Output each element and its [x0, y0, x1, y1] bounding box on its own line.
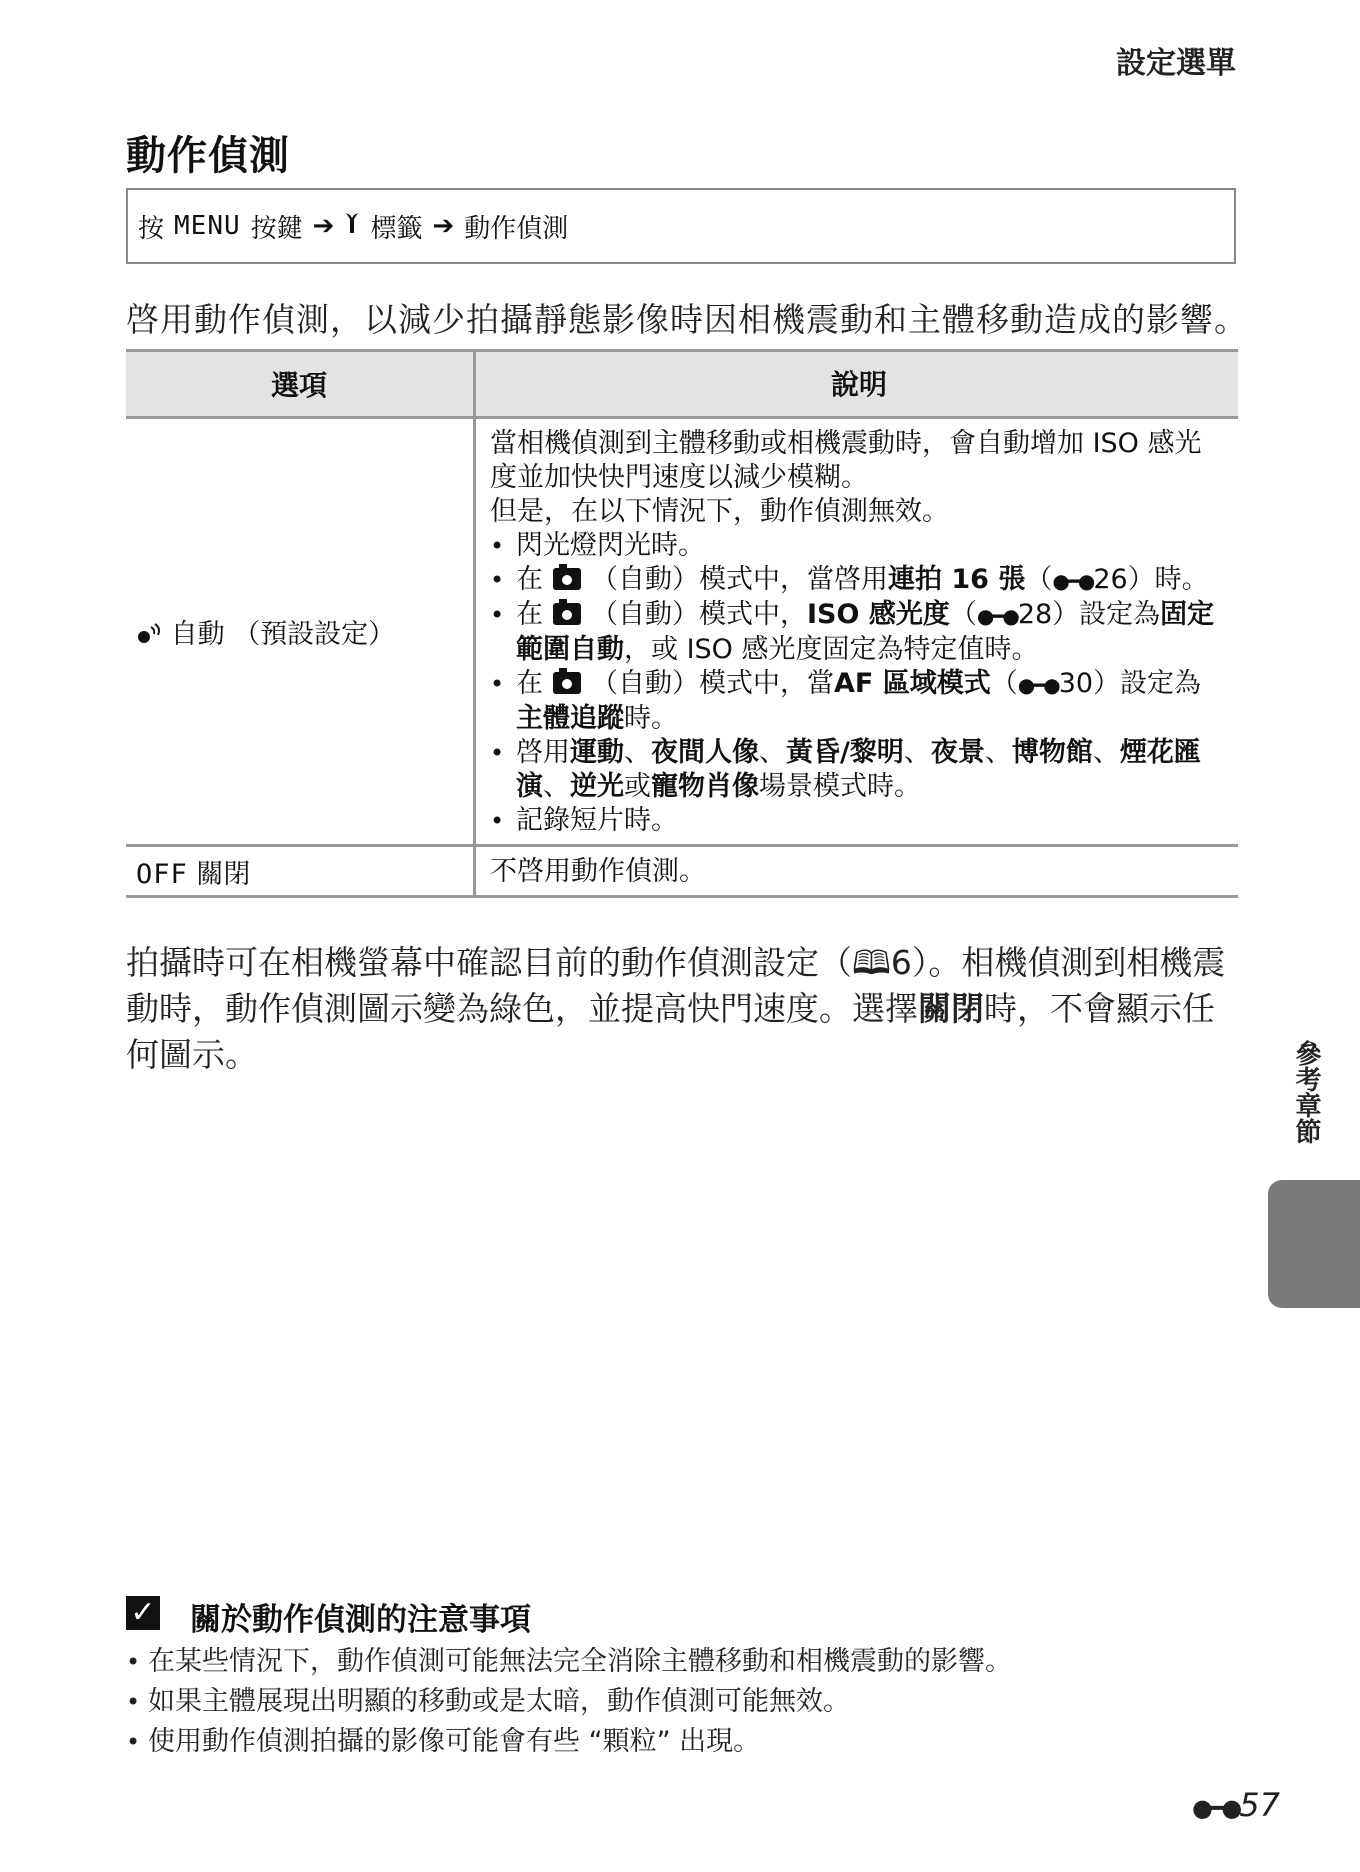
nav-tab: 標籤	[370, 213, 423, 244]
off-icon: OFF	[136, 858, 188, 890]
camera-auto-icon	[553, 568, 581, 590]
option-off	[126, 846, 475, 897]
check-icon: ✓	[126, 1596, 160, 1630]
table-row	[126, 418, 1238, 846]
list-item: • 如果主體展現出明顯的移動或是太暗，動作偵測可能無效。	[126, 1686, 850, 1717]
side-chapter-label: 參考章節	[1291, 1040, 1321, 1144]
list-item: • 啓用運動、夜間人像、黃昏/黎明、夜景、博物館、煙花匯演、逆光或寵物肖像場景模式時。	[490, 737, 1201, 802]
section-header: 設定選單	[1116, 46, 1236, 81]
motion-auto-icon	[136, 619, 171, 650]
list-item: • 在 （自動）模式中，當AF 區域模式（●━●30）設定為主體追蹤時。	[490, 668, 1202, 734]
option-auto-label: 自動 （預設設定）	[170, 619, 396, 650]
nav-button: 按鍵	[250, 213, 303, 244]
note-title: 關於動作偵測的注意事項	[190, 1602, 531, 1638]
list-item: • 使用動作偵測拍攝的影像可能會有些 “顆粒” 出現。	[126, 1726, 761, 1757]
reference-icon: ●━●	[1017, 673, 1059, 697]
note-list	[126, 1642, 1012, 1762]
nav-press: 按	[138, 213, 165, 244]
chapter-tab[interactable]	[1268, 1180, 1360, 1308]
desc-but: 但是，在以下情況下，動作偵測無效。	[490, 496, 949, 527]
option-auto-description	[475, 418, 1239, 846]
options-table	[126, 349, 1238, 898]
after-table-text: 拍攝時可在相機螢幕中確認目前的動作偵測設定（🕮6）。相機偵測到相機震動時，動作偵測圖示變為綠色，並提高快門速度。選擇關閉時，不會顯示任何圖示。	[126, 943, 1226, 1074]
reference-icon: ●━●	[976, 604, 1018, 628]
list-item: • 記錄短片時。	[490, 805, 678, 836]
arrow-icon: ➔	[312, 211, 335, 241]
table-header-row	[126, 351, 1238, 418]
desc-main: 當相機偵測到主體移動或相機震動時，會自動增加 ISO 感光度並加快快門速度以減少模糊。	[490, 428, 1202, 493]
option-off-description: 不啓用動作偵測。	[475, 846, 1239, 897]
nav-menu-label: MENU	[174, 211, 241, 241]
page-title: 動作偵測	[126, 133, 290, 179]
camera-auto-icon	[553, 603, 581, 625]
book-icon: 🕮	[852, 943, 891, 982]
option-auto	[126, 418, 475, 846]
wrench-icon	[344, 211, 360, 242]
option-off-label: 關閉	[196, 858, 251, 890]
header-option: 選項	[126, 351, 475, 418]
list-item: • 閃光燈閃光時。	[490, 530, 705, 561]
arrow-icon: ➔	[432, 211, 455, 241]
reference-icon: ●━●	[1191, 1794, 1240, 1822]
nav-item: 動作偵測	[464, 213, 569, 244]
page-number: ●━●57	[1191, 1786, 1280, 1824]
camera-auto-icon	[553, 672, 581, 694]
table-row	[126, 846, 1238, 897]
reference-icon: ●━●	[1052, 569, 1094, 593]
list-item: • 在 （自動）模式中，ISO 感光度（●━●28）設定為固定範圍自動，或 ISO 感光度固定為特定值時。	[490, 599, 1215, 665]
menu-path	[126, 188, 1236, 264]
list-item: • 在 （自動）模式中，當啓用連拍 16 張（●━●26）時。	[490, 564, 1209, 595]
intro-text: 啓用動作偵測，以減少拍攝靜態影像時因相機震動和主體移動造成的影響。	[126, 300, 1248, 339]
list-item: • 在某些情況下，動作偵測可能無法完全消除主體移動和相機震動的影響。	[126, 1646, 1012, 1677]
header-description: 說明	[475, 351, 1239, 418]
